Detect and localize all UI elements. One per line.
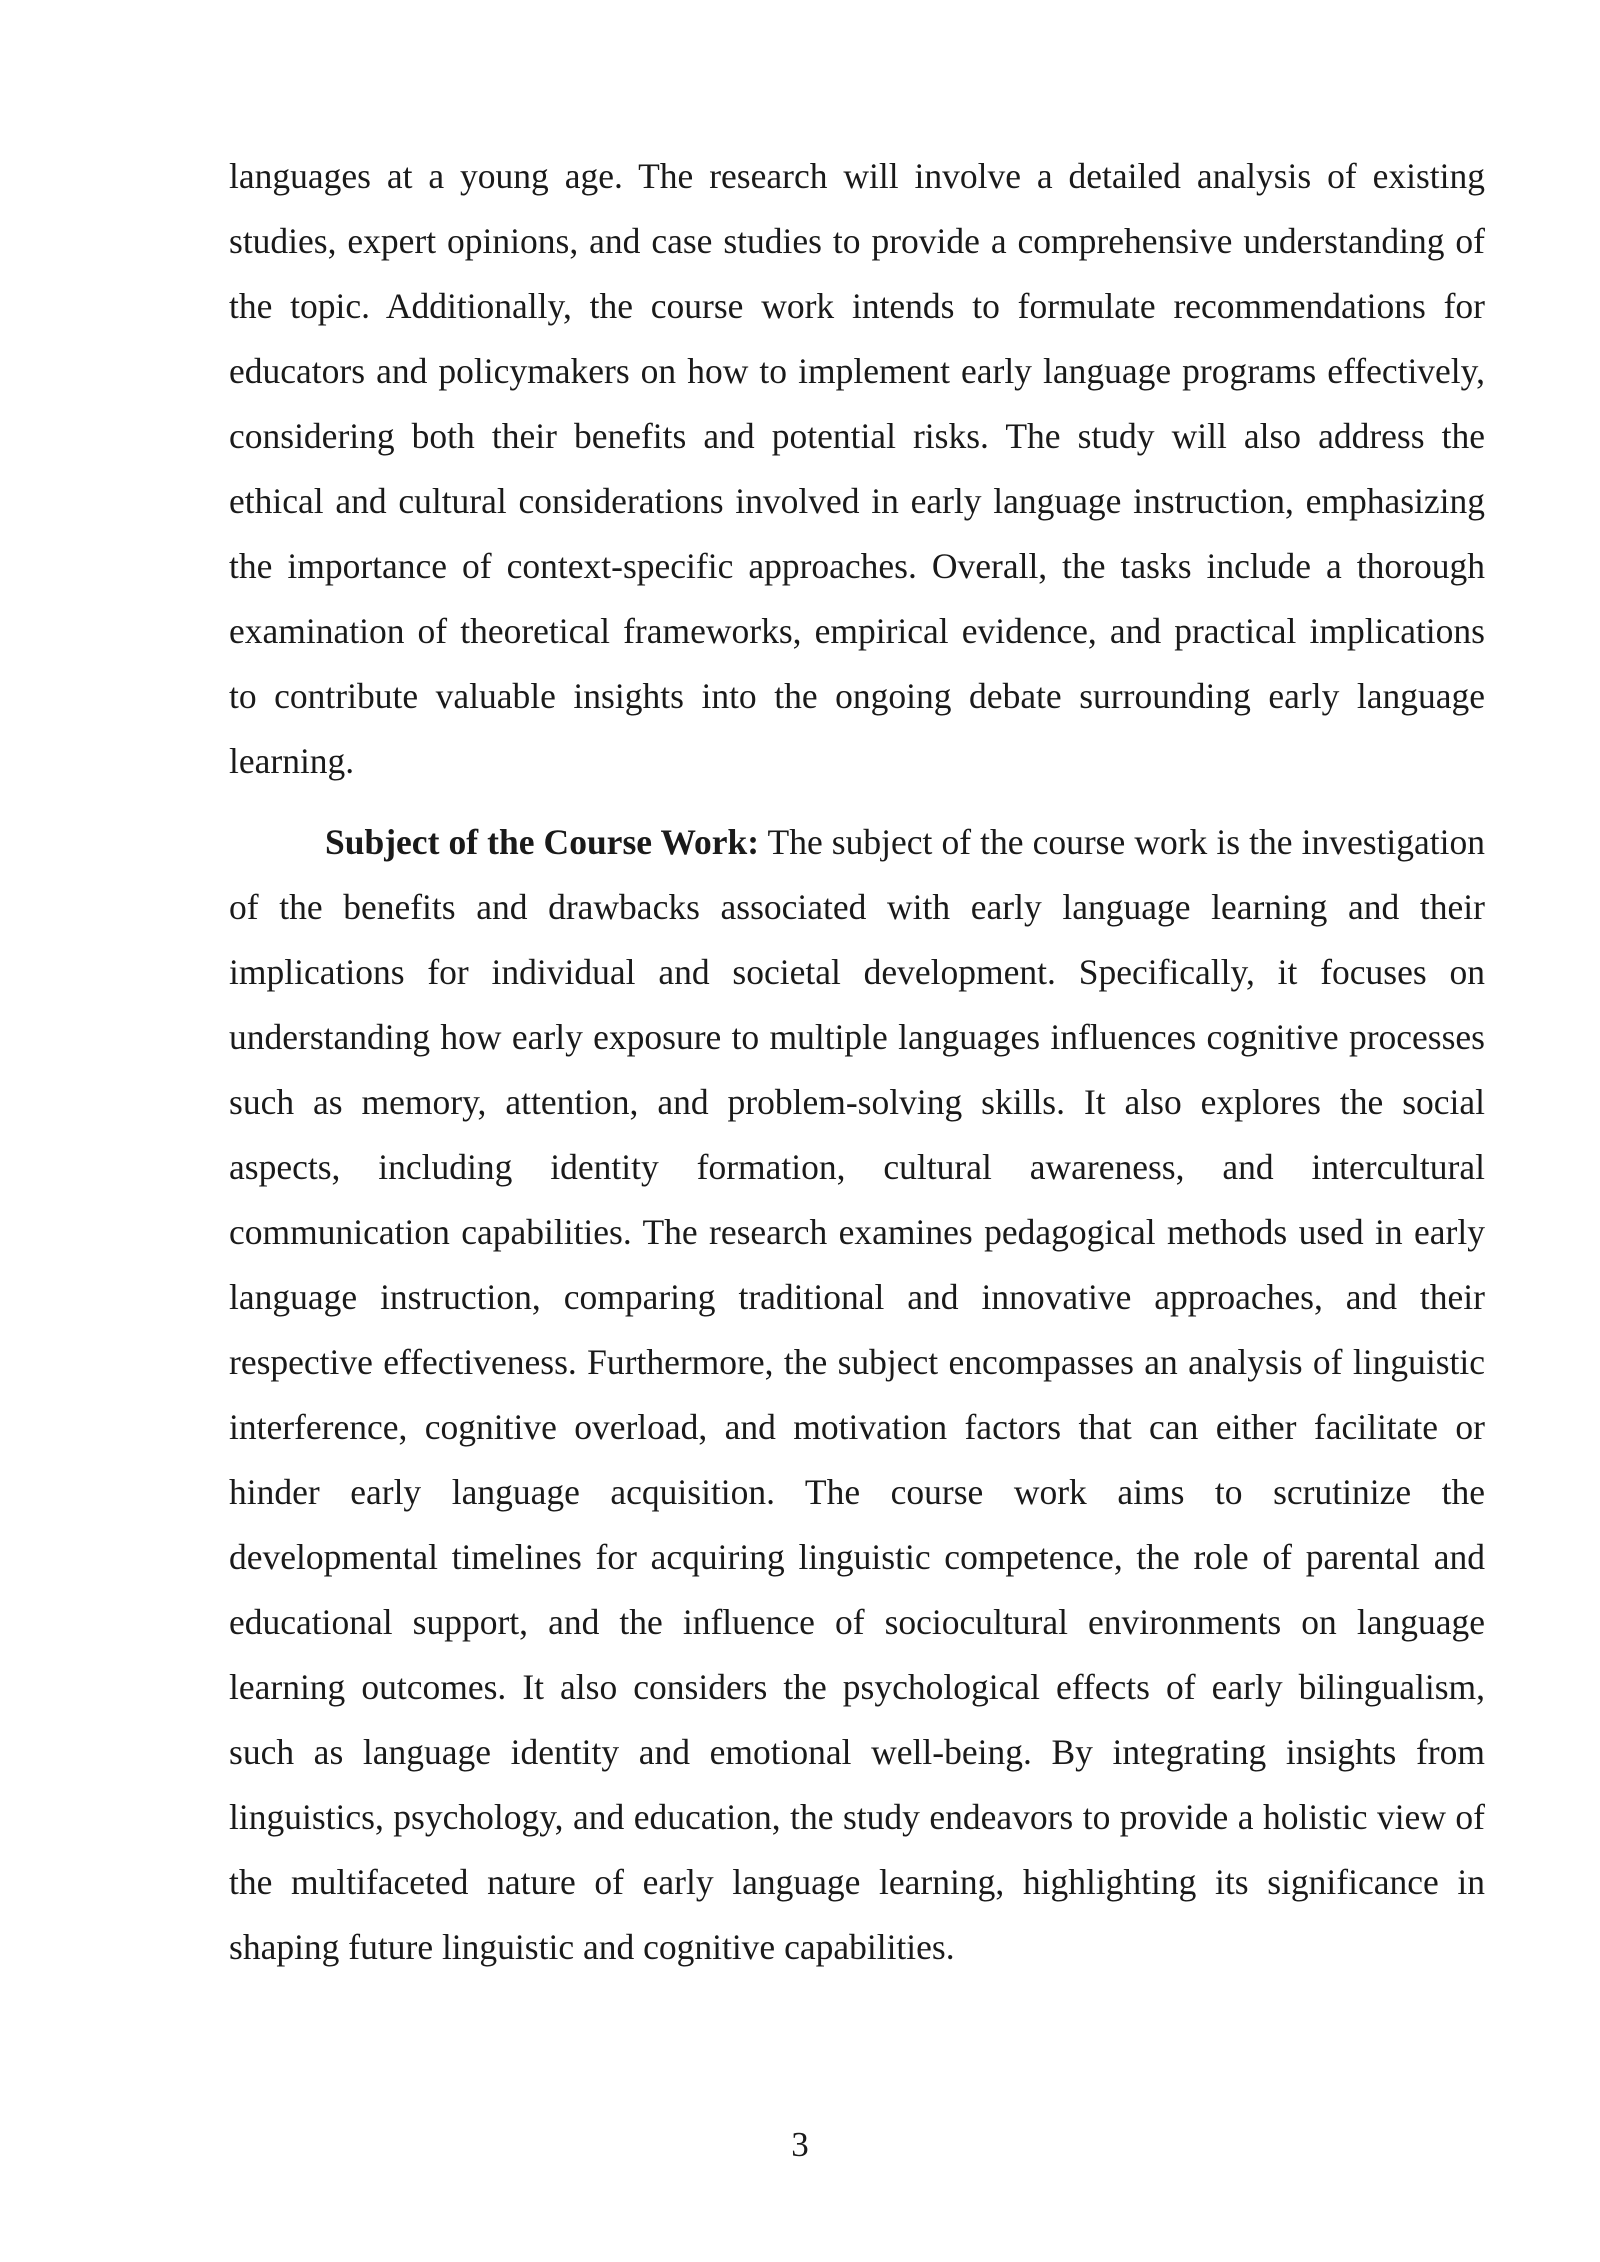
paragraph-tasks-continuation: languages at a young age. The research will involve a detailed analysis of existing studies, expert opinions, and case studies to provide a comprehensive understanding of the topic. Additionally, the course work intends to formulate recommendations for educators and policymakers on how to implement early language programs effectively, considering both their benefits and potential risks. The study will also address the ethical and cultural considerations involved in early language instruction, emphasizing the importance of context-specific approaches. Overall, the tasks include a thorough examination of theoretical frameworks, empirical evidence, and practical implications to contribute valuable insights into the ongoing debate surrounding early language learning. [229, 156, 1485, 781]
subject-heading: Subject of the Course Work: [325, 822, 760, 862]
page-number: 3 [791, 2125, 809, 2164]
paragraph-subject-of-course-work [229, 810, 1485, 1980]
subject-body-text: The subject of the course work is the investigation of the benefits and drawbacks associated with early language learning and their implications for individual and societal development. Specifically, it focuses on understanding how early exposure to multiple languages influences cognitive processes such as memory, attention, and problem-solving skills. It also explores the social aspects, including identity formation, cultural awareness, and intercultural communication capabilities. The research examines pedagogical methods used in early language instruction, comparing traditional and innovative approaches, and their respective effectiveness. Furthermore, the subject encompasses an analysis of linguistic interference, cognitive overload, and motivation factors that can either facilitate or hinder early language acquisition. The course work aims to scrutinize the developmental timelines for acquiring linguistic competence, the role of parental and educational support, and the influence of sociocultural environments on language learning outcomes. It also considers the psychological effects of early bilingualism, such as language identity and emotional well-being. By integrating insights from linguistics, psychology, and education, the study endeavors to provide a holistic view of the multifaceted nature of early language learning, highlighting its significance in shaping future linguistic and cognitive capabilities. [229, 822, 1485, 1967]
body-text [229, 144, 1485, 1980]
